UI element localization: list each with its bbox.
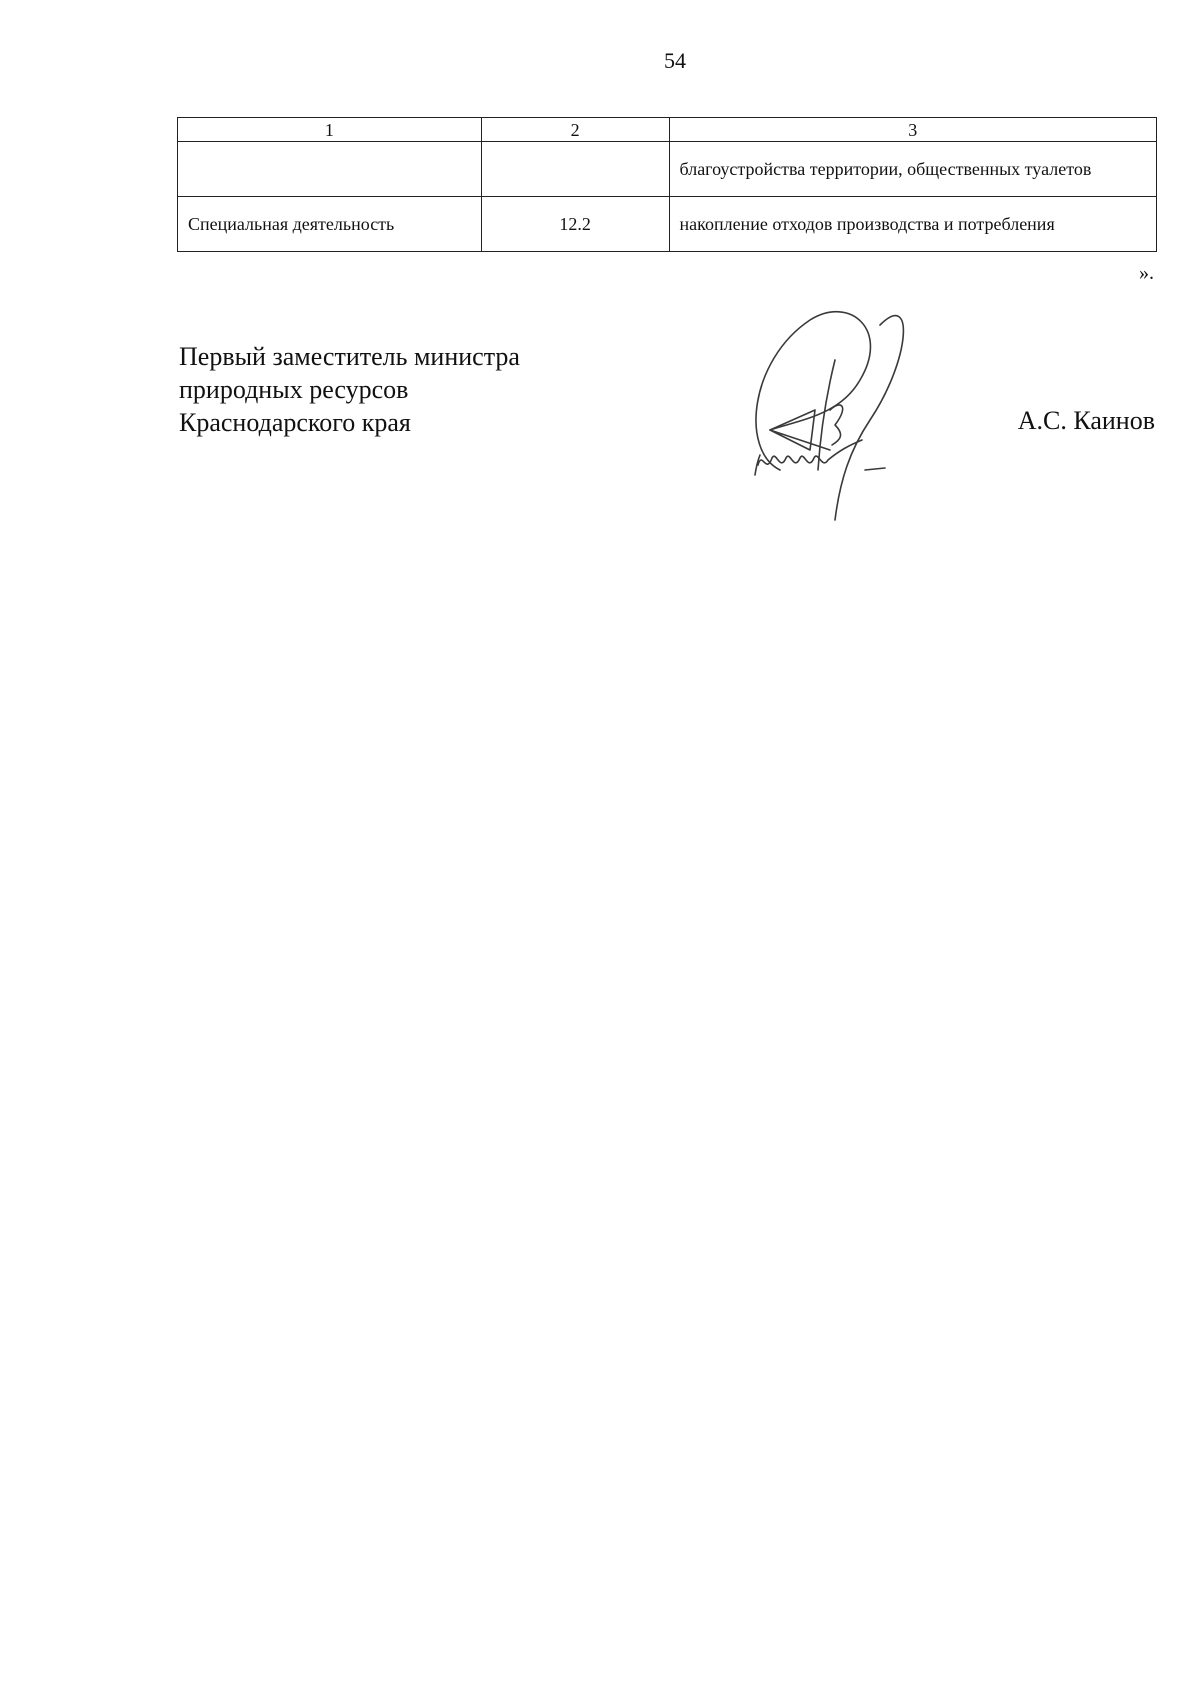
table-row	[178, 197, 1157, 252]
signatory-name: А.С. Каинов	[1017, 406, 1155, 435]
signatory-position	[179, 340, 520, 439]
cell-name	[178, 142, 482, 197]
cell-name: Специальная деятельность	[178, 197, 482, 252]
signature-stroke	[818, 360, 835, 470]
signature-stroke	[865, 468, 885, 470]
table-header-row	[178, 118, 1157, 142]
position-line: природных ресурсов	[179, 375, 409, 404]
table-row	[178, 142, 1157, 197]
handwritten-signature	[740, 300, 970, 530]
column-header-2: 2	[481, 118, 669, 142]
position-line: Первый заместитель министра	[179, 342, 520, 371]
signature-stroke	[756, 312, 870, 470]
position-line: Краснодарского края	[179, 408, 411, 437]
cell-code	[481, 142, 669, 197]
column-header-1: 1	[178, 118, 482, 142]
column-header-3: 3	[669, 118, 1157, 142]
closing-quote: ».	[1139, 262, 1154, 284]
cell-code: 12.2	[481, 197, 669, 252]
signature-stroke	[835, 316, 903, 520]
cell-description: благоустройства территории, общественных туалетов	[669, 142, 1157, 197]
signature-stroke	[830, 405, 843, 445]
cell-description: накопление отходов производства и потребления	[669, 197, 1157, 252]
land-use-table	[177, 117, 1157, 252]
signature-stroke	[755, 455, 760, 475]
page-number: 54	[664, 48, 686, 73]
